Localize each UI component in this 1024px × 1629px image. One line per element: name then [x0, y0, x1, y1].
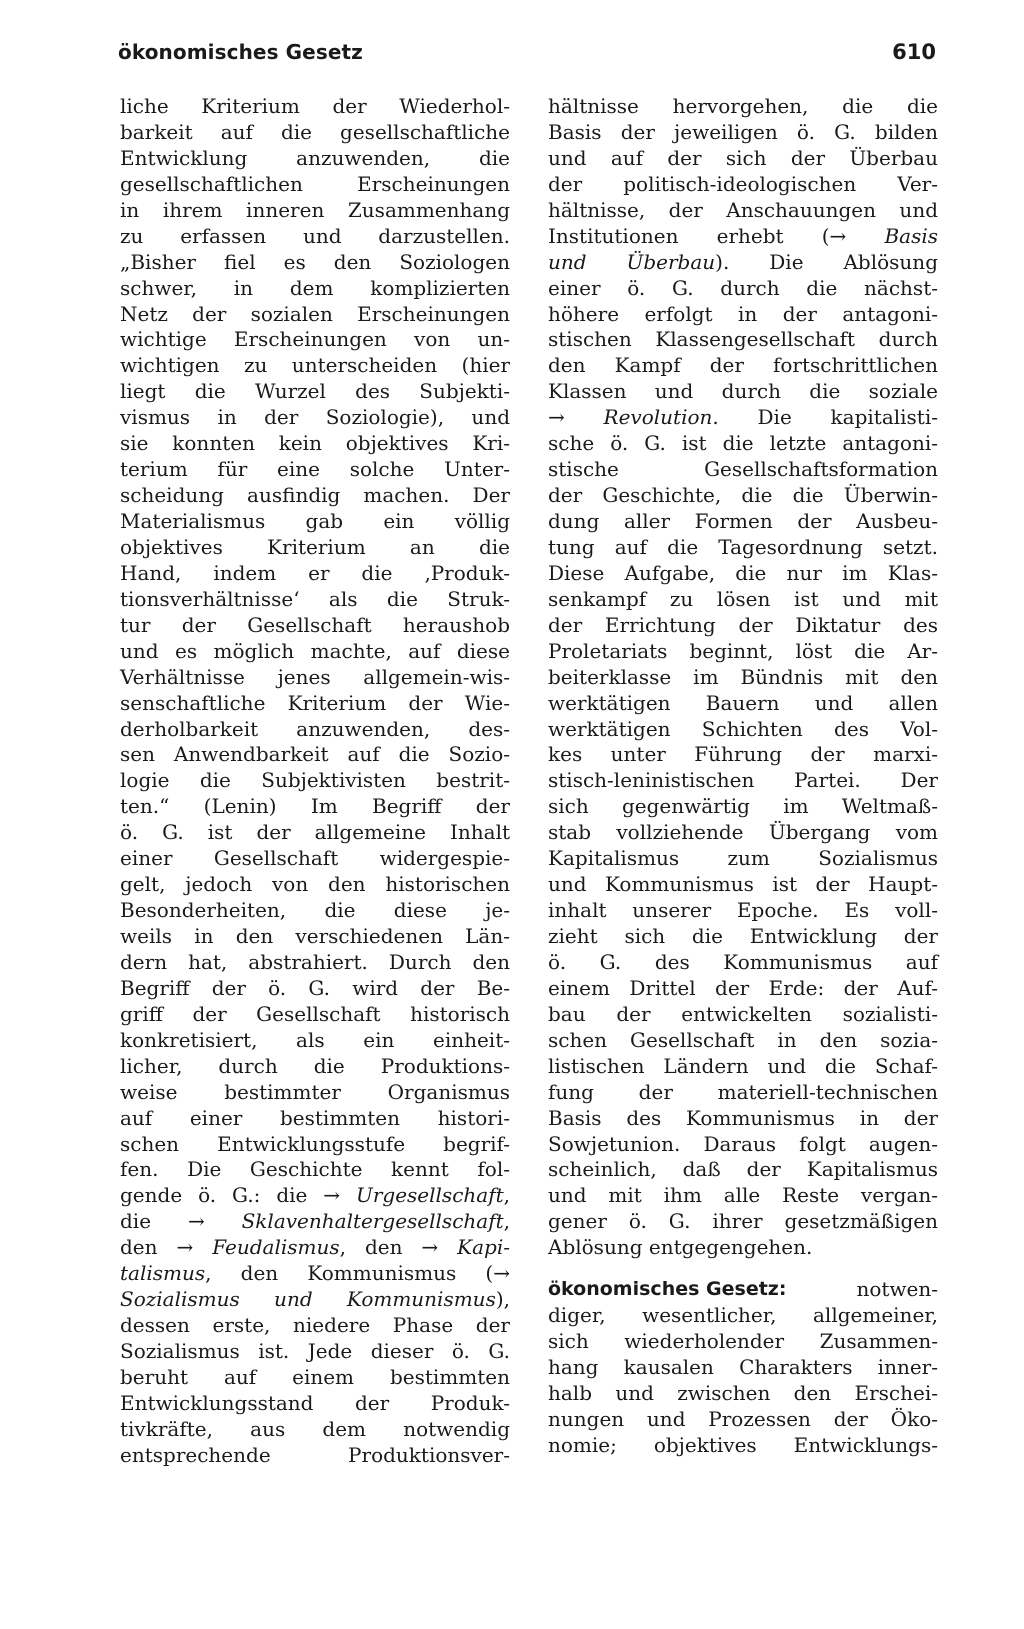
right-column-line: und Kommunismus ist der Haupt- — [548, 872, 938, 897]
running-head: ökonomisches Gesetz — [118, 40, 363, 64]
left-column-line: entsprechende Produktionsver- — [120, 1442, 510, 1467]
left-column-line: wichtigen zu unterscheiden (hier — [120, 353, 510, 378]
left-column-line: senschaftliche Kriterium der Wie- — [120, 690, 510, 715]
left-column-line: schwer, in dem komplizierten — [120, 275, 510, 300]
left-column-line: vismus in der Soziologie), und — [120, 405, 510, 430]
right-column-line: hältnisse, der Anschauungen und — [548, 197, 938, 222]
right-column-line: listischen Ländern und die Schaf- — [548, 1053, 938, 1078]
entry-line: halb und zwischen den Erschei- — [548, 1380, 938, 1405]
left-column-line: tivkräfte, aus dem notwendig — [120, 1416, 510, 1441]
left-column-line: auf einer bestimmten histori- — [120, 1105, 510, 1130]
entry-headword: ökonomisches Gesetz: — [548, 1278, 787, 1301]
right-column-line: stisch-leninistischen Partei. Der — [548, 768, 938, 793]
left-column-line: dern hat, abstrahiert. Durch den — [120, 949, 510, 974]
left-column-line: ö. G. ist der allgemeine Inhalt — [120, 820, 510, 845]
right-column-line: Basis des Kommunismus in der — [548, 1105, 938, 1130]
right-column-line: der Errichtung der Diktatur des — [548, 612, 938, 637]
left-column-line: konkretisiert, als ein einheit- — [120, 1027, 510, 1052]
left-column-line: fen. Die Geschichte kennt fol- — [120, 1157, 510, 1182]
left-column-line: zu erfassen und darzustellen. — [120, 223, 510, 248]
right-column-text — [548, 94, 938, 1261]
left-column-line: Besonderheiten, die diese je- — [120, 898, 510, 923]
right-column-line: Klassen und durch die soziale — [548, 379, 938, 404]
left-column-line: talismus, den Kommunismus (→ — [120, 1261, 510, 1286]
left-column-line: barkeit auf die gesellschaftliche — [120, 119, 510, 144]
right-column-line: Ablösung entgegengehen. — [548, 1235, 813, 1260]
right-column-line: senkampf zu lösen ist und mit — [548, 586, 938, 611]
left-column-line: Hand, indem er die ‚Produk- — [120, 560, 510, 585]
entry-gap — [548, 1261, 938, 1277]
left-column-line: weise bestimmter Organismus — [120, 1079, 510, 1104]
left-column-line: Netz der sozialen Erscheinungen — [120, 301, 510, 326]
left-column-line: objektives Kriterium an die — [120, 534, 510, 559]
right-column-line: ö. G. des Kommunismus auf — [548, 949, 938, 974]
right-column-line: scheinlich, daß der Kapitalismus — [548, 1157, 938, 1182]
entry-line: hang kausalen Charakters inner- — [548, 1355, 938, 1379]
left-column-line: griff der Gesellschaft historisch — [120, 1001, 510, 1026]
left-column-line: „Bisher fiel es den Soziologen — [120, 249, 510, 274]
left-column-line: weils in den verschiedenen Län- — [120, 924, 510, 948]
right-column-line: der politisch-ideologischen Ver- — [548, 171, 938, 196]
right-column-line: einem Drittel der Erde: der Auf- — [548, 975, 938, 1000]
left-column-line: sen Anwendbarkeit auf die Sozio- — [120, 742, 510, 767]
left-column-line: den → Feudalismus, den → Kapi- — [120, 1235, 510, 1260]
left-column-line: beruht auf einem bestimmten — [120, 1364, 510, 1389]
right-column-line: gener ö. G. ihrer gesetzmäßigen — [548, 1209, 938, 1234]
right-column-line: Sowjetunion. Daraus folgt augen- — [548, 1131, 938, 1156]
right-column-line: beiterklasse im Bündnis mit den — [548, 664, 938, 689]
left-column-line: gelt, jedoch von den historischen — [120, 872, 510, 897]
right-column-line: und Überbau). Die Ablösung — [548, 249, 938, 274]
right-column-line: stischen Klassengesellschaft durch — [548, 327, 938, 352]
left-column-line: licher, durch die Produktions- — [120, 1053, 510, 1078]
right-column-line: der Geschichte, die die Überwin- — [548, 483, 938, 508]
left-column-line: Begriff der ö. G. wird der Be- — [120, 975, 510, 1000]
right-column-line: sich gegenwärtig im Weltmaß- — [548, 794, 938, 819]
left-column-line: terium für eine solche Unter- — [120, 457, 510, 482]
right-column-line: tung auf die Tagesordnung setzt. — [548, 534, 938, 559]
right-column-line: hältnisse hervorgehen, die die — [548, 94, 938, 118]
entry-line: sich wiederholender Zusammen- — [548, 1329, 938, 1354]
entry-first-line-text: notwen- — [856, 1277, 938, 1302]
right-column-line: Kapitalismus zum Sozialismus — [548, 846, 938, 871]
left-column-line: und es möglich machte, auf diese — [120, 638, 510, 663]
entry-line: nomie; objektives Entwicklungs- — [548, 1432, 938, 1457]
left-column-line: gesellschaftlichen Erscheinungen — [120, 171, 510, 196]
left-column-line: scheidung ausfindig machen. Der — [120, 483, 510, 508]
right-column-line: → Revolution. Die kapitalisti- — [548, 405, 938, 430]
right-column-line: und auf der sich der Überbau — [548, 145, 938, 170]
right-column-line: höhere erfolgt in der antagoni- — [548, 301, 938, 326]
right-column-line: Basis der jeweiligen ö. G. bilden — [548, 119, 938, 144]
left-column-line: Verhältnisse jenes allgemein-wis- — [120, 664, 510, 689]
right-column-line: stische Gesellschaftsformation — [548, 457, 938, 482]
left-column-line: ten.“ (Lenin) Im Begriff der — [120, 794, 510, 819]
left-column-line: wichtige Erscheinungen von un- — [120, 327, 510, 352]
right-column-line: schen Gesellschaft in den sozia- — [548, 1027, 938, 1052]
left-column-line: einer Gesellschaft widergespie- — [120, 846, 510, 871]
right-column-line: Institutionen erhebt (→ Basis — [548, 223, 938, 248]
right-column-line: werktätigen Bauern und allen — [548, 690, 938, 715]
right-column-line: kes unter Führung der marxi- — [548, 742, 938, 767]
left-column-line: sie konnten kein objektives Kri- — [120, 431, 510, 456]
right-column-line: Diese Aufgabe, die nur im Klas- — [548, 560, 938, 585]
right-column-line: einer ö. G. durch die nächst- — [548, 275, 938, 300]
left-column-line: gende ö. G.: die → Urgesellschaft, — [120, 1183, 510, 1208]
left-column-line: Entwicklung anzuwenden, die — [120, 145, 510, 170]
right-column-line: Proletariats beginnt, löst die Ar- — [548, 638, 938, 663]
entry-first-line — [548, 1277, 938, 1303]
left-column-line: dessen erste, niedere Phase der — [120, 1313, 510, 1338]
left-column-line: schen Entwicklungsstufe begrif- — [120, 1131, 510, 1156]
left-column-line: Sozialismus ist. Jede dieser ö. G. — [120, 1339, 510, 1363]
right-column-line: dung aller Formen der Ausbeu- — [548, 509, 938, 533]
right-column-line: sche ö. G. ist die letzte antagoni- — [548, 431, 938, 456]
left-column-line: tur der Gesellschaft heraushob — [120, 612, 510, 637]
right-column-line: den Kampf der fortschrittlichen — [548, 353, 938, 378]
left-column-line: logie die Subjektivisten bestrit- — [120, 768, 510, 793]
left-column — [120, 94, 510, 1469]
entry-text — [548, 1303, 938, 1459]
right-column-line: und mit ihm alle Reste vergan- — [548, 1183, 938, 1208]
left-column-line: in ihrem inneren Zusammenhang — [120, 197, 510, 222]
right-column-line: zieht sich die Entwicklung der — [548, 924, 938, 948]
page-number: 610 — [892, 40, 936, 64]
left-column-line: die → Sklavenhaltergesellschaft, — [120, 1209, 510, 1234]
right-column-line: inhalt unserer Epoche. Es voll- — [548, 898, 938, 923]
entry-line: nungen und Prozessen der Öko- — [548, 1406, 938, 1431]
left-column-line: Materialismus gab ein völlig — [120, 509, 510, 533]
right-column-line: werktätigen Schichten des Vol- — [548, 716, 938, 741]
left-column-line: tionsverhältnisse‘ als die Struk- — [120, 586, 510, 611]
left-column-line: Entwicklungsstand der Produk- — [120, 1390, 510, 1415]
left-column-line: Sozialismus und Kommunismus), — [120, 1287, 510, 1312]
right-column-line: bau der entwickelten sozialisti- — [548, 1001, 938, 1026]
left-column-line: liche Kriterium der Wiederhol- — [120, 94, 510, 118]
right-column-line: fung der materiell-technischen — [548, 1079, 938, 1104]
right-column — [548, 94, 938, 1459]
entry-line: diger, wesentlicher, allgemeiner, — [548, 1303, 938, 1328]
left-column-line: derholbarkeit anzuwenden, des- — [120, 716, 510, 741]
right-column-line: stab vollziehende Übergang vom — [548, 820, 938, 845]
left-column-line: liegt die Wurzel des Subjekti- — [120, 379, 510, 404]
